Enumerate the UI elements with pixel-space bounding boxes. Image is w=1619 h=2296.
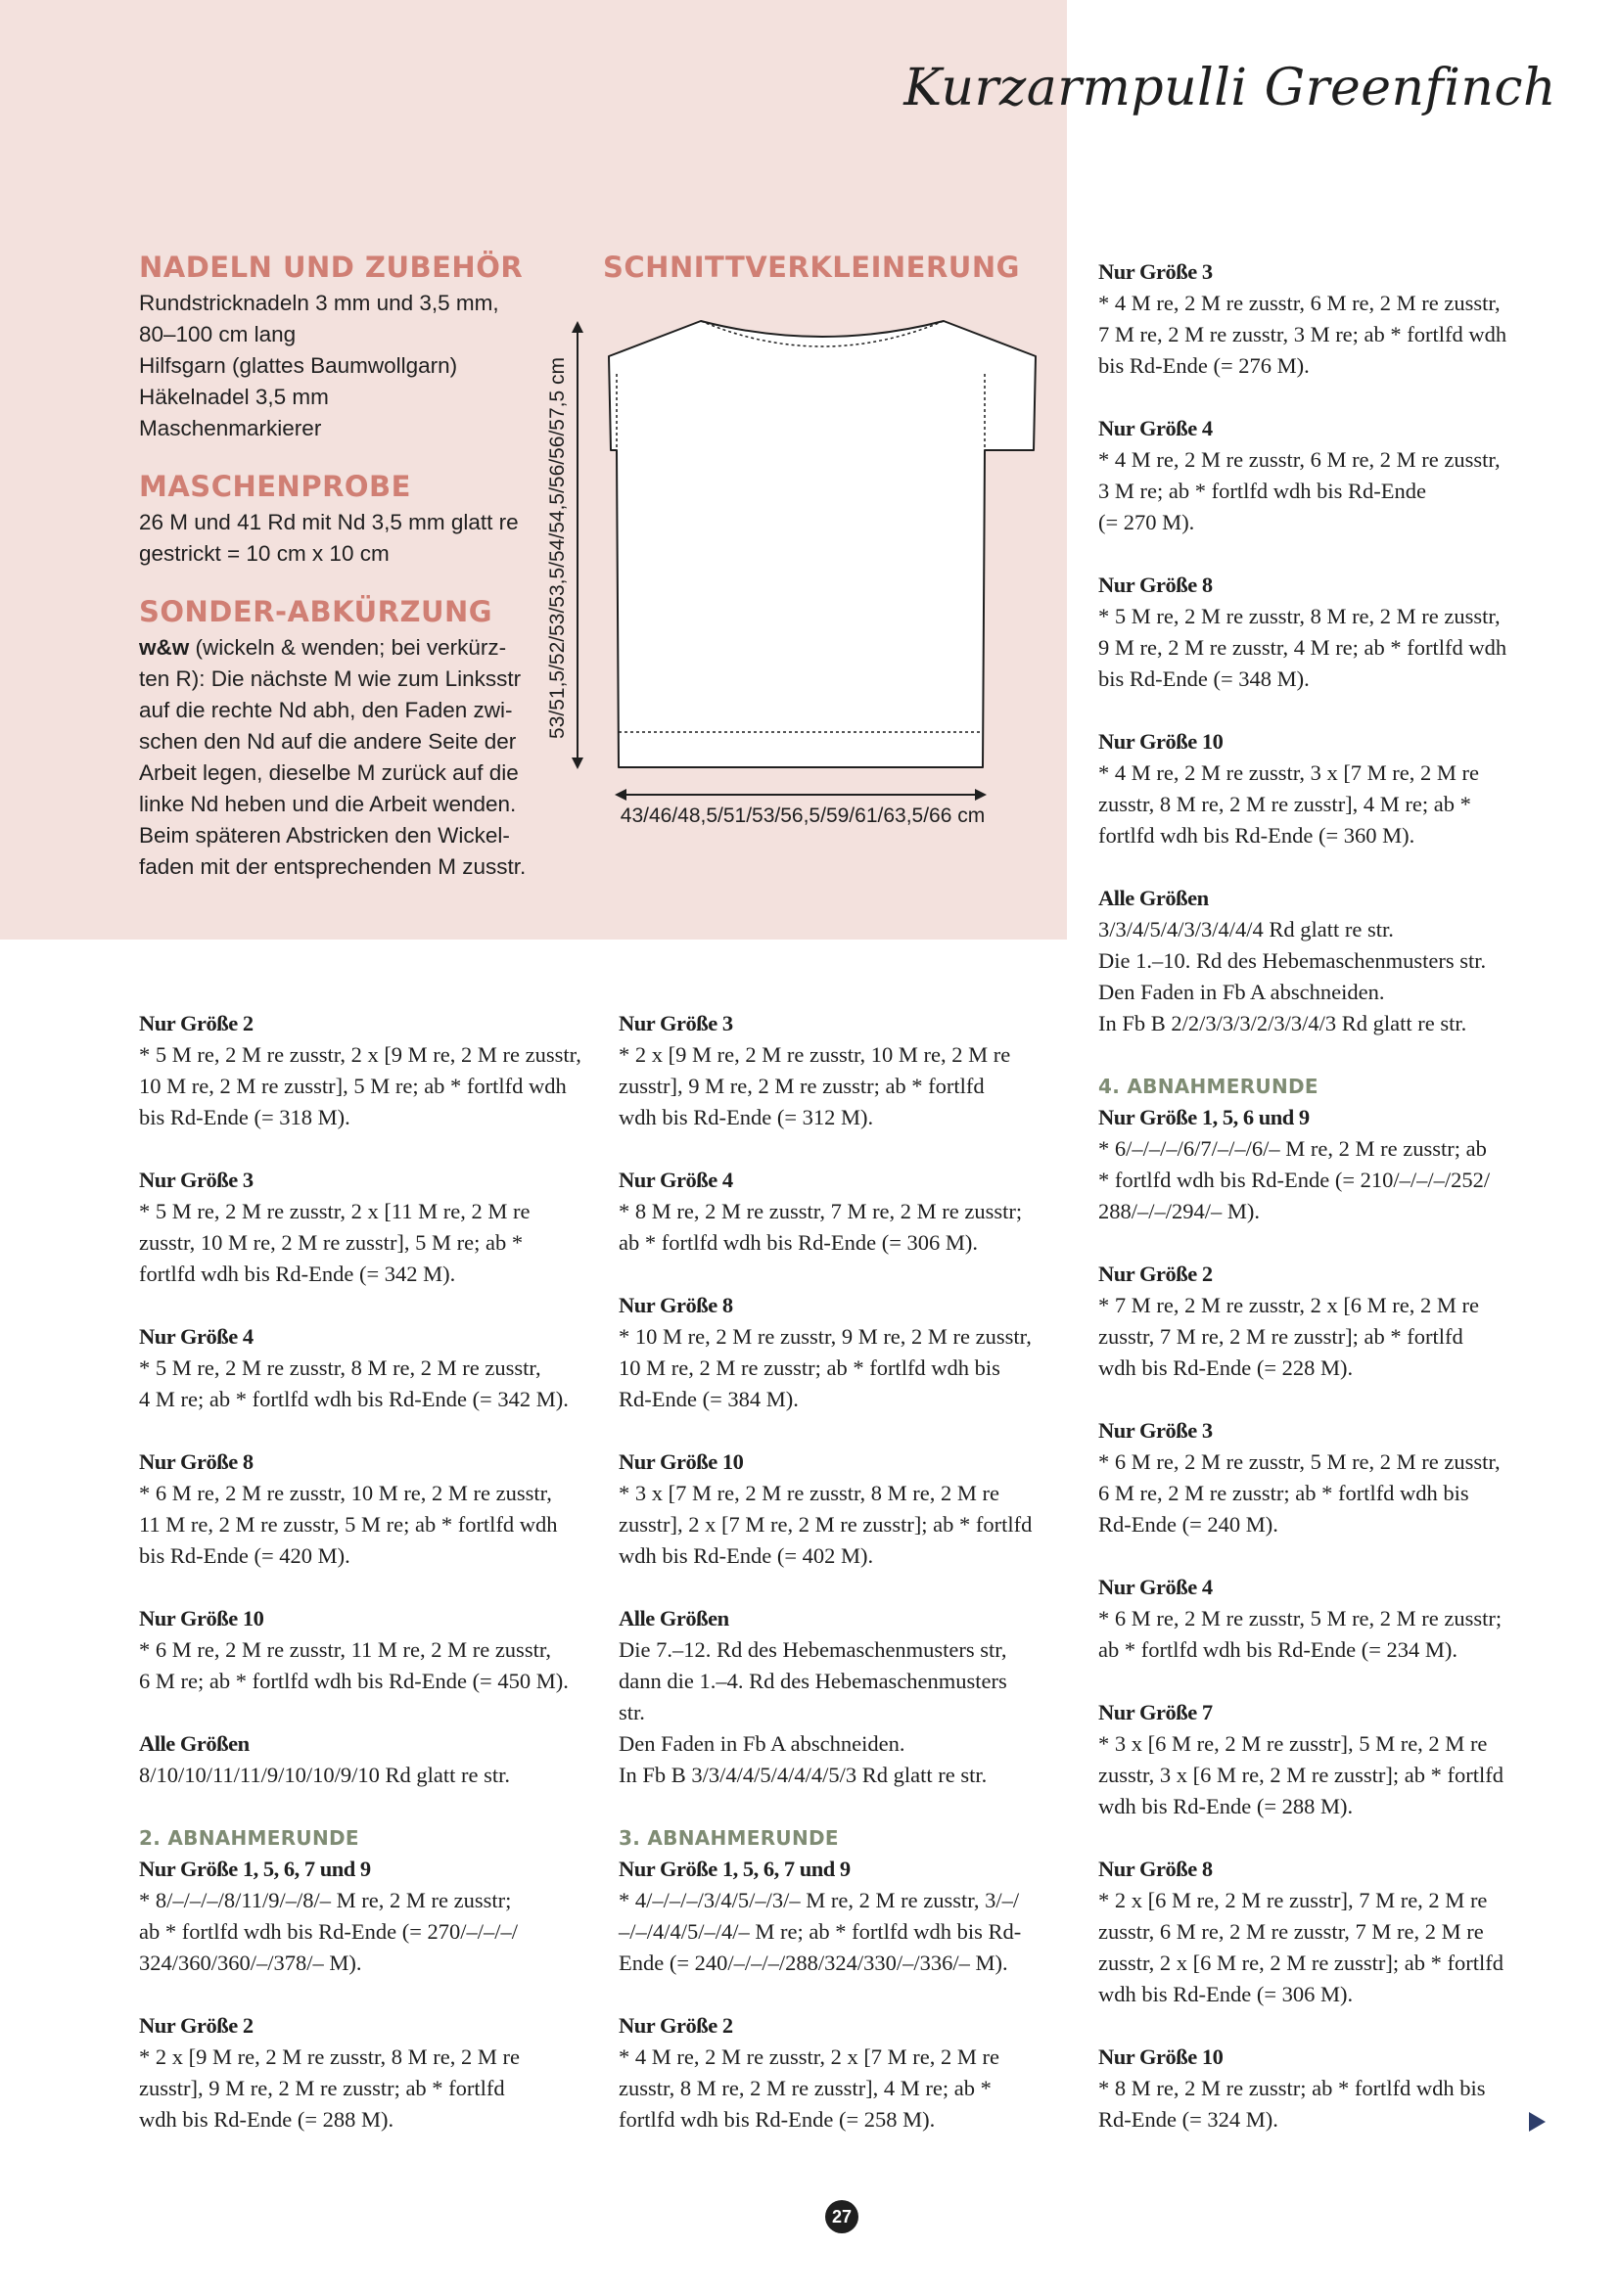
size-heading: Nur Größe 10 — [619, 1449, 744, 1474]
instruction-line: Rd-Ende (= 384 M). — [619, 1387, 799, 1411]
instruction-line: zusstr, 8 M re, 2 M re zusstr], 4 M re; ab * — [1098, 792, 1471, 816]
instruction-block — [1098, 1415, 1568, 1540]
size-heading: Nur Größe 4 — [619, 1168, 733, 1192]
width-label: 43/46/48,5/51/53/56,5/59/61/63,5/66 cm — [620, 804, 986, 827]
instruction-line: 11 M re, 2 M re zusstr, 5 M re; ab * fortlfd wdh — [139, 1512, 558, 1537]
size-heading: Nur Größe 10 — [1098, 729, 1224, 754]
text-line: Hilfsgarn (glattes Baumwollgarn) — [139, 353, 458, 378]
size-heading: Nur Größe 2 — [139, 1011, 254, 1035]
instruction-line: Ende (= 240/–/–/–/288/324/330/–/336/– M). — [619, 1951, 1008, 1975]
instruction-block — [139, 1603, 599, 1697]
instruction-line: wdh bis Rd-Ende (= 402 M). — [619, 1543, 874, 1568]
instruction-line: Den Faden in Fb A abschneiden. — [619, 1731, 905, 1756]
instruction-block — [1098, 1572, 1568, 1666]
text-line: Maschenmarkierer — [139, 416, 322, 440]
size-heading: Nur Größe 10 — [1098, 2044, 1224, 2069]
text-line: ten R): Die nächste M wie zum Linksstr — [139, 666, 522, 691]
size-heading: Nur Größe 8 — [1098, 573, 1213, 597]
instruction-line: dann die 1.–4. Rd des Hebemaschenmusters — [619, 1669, 1007, 1693]
instruction-block — [1098, 1697, 1568, 1822]
instruction-block — [619, 1446, 1079, 1572]
height-label: 53/51,5/52/53/53,5/54/54,5/56/56/57,5 cm — [546, 357, 569, 739]
instruction-block — [619, 2010, 1079, 2135]
instruction-line: –/–/4/4/5/–/4/– M re; ab * fortlfd wdh bis Rd- — [619, 1919, 1022, 1944]
instruction-line: zusstr], 9 M re, 2 M re zusstr; ab * fortlfd — [619, 1074, 985, 1098]
instruction-line: zusstr], 9 M re, 2 M re zusstr; ab * fortlfd — [139, 2076, 505, 2100]
instruction-block — [1098, 883, 1568, 1039]
instruction-block — [1098, 1854, 1568, 2010]
materials-panel — [139, 251, 550, 883]
instruction-line: * 4 M re, 2 M re zusstr, 2 x [7 M re, 2 M re — [619, 2044, 1000, 2069]
instruction-line: In Fb B 3/3/4/4/5/4/4/4/5/3 Rd glatt re str. — [619, 1763, 988, 1787]
instruction-block — [619, 1290, 1079, 1415]
instruction-line: 10 M re, 2 M re zusstr; ab * fortlfd wdh bis — [619, 1355, 1000, 1380]
size-heading: Nur Größe 4 — [139, 1324, 254, 1349]
instruction-line: * fortlfd wdh bis Rd-Ende (= 210/–/–/–/252/ — [1098, 1168, 1491, 1192]
text-line: Beim späteren Abstricken den Wickel- — [139, 823, 510, 848]
instruction-line: zusstr, 3 x [6 M re, 2 M re zusstr]; ab * fortlfd — [1098, 1763, 1504, 1787]
instruction-line: fortlfd wdh bis Rd-Ende (= 258 M). — [619, 2107, 936, 2132]
instruction-line: fortlfd wdh bis Rd-Ende (= 360 M). — [1098, 823, 1415, 848]
instruction-line: bis Rd-Ende (= 420 M). — [139, 1543, 350, 1568]
sweater-outline — [609, 321, 1036, 767]
instruction-line: 8/10/10/11/11/9/10/10/9/10 Rd glatt re str. — [139, 1763, 510, 1787]
instruction-line: 324/360/360/–/378/– M). — [139, 1951, 362, 1975]
instruction-block — [619, 1822, 1079, 1979]
instruction-block — [139, 1165, 599, 1290]
instruction-block — [139, 1822, 599, 1979]
width-arrow-right — [975, 789, 987, 801]
instruction-line: * 5 M re, 2 M re zusstr, 2 x [9 M re, 2 M re zusstr, — [139, 1042, 581, 1067]
text-line: Häkelnadel 3,5 mm — [139, 385, 329, 409]
instruction-line: Rd-Ende (= 240 M). — [1098, 1512, 1278, 1537]
instruction-line: ab * fortlfd wdh bis Rd-Ende (= 306 M). — [619, 1230, 979, 1255]
instruction-line: * 8 M re, 2 M re zusstr; ab * fortlfd wdh bis — [1098, 2076, 1486, 2100]
instruction-line: 6 M re, 2 M re zusstr; ab * fortlfd wdh bis — [1098, 1481, 1469, 1505]
size-heading: Nur Größe 4 — [1098, 1575, 1213, 1599]
size-heading: Nur Größe 10 — [139, 1606, 264, 1630]
instruction-line: * 10 M re, 2 M re zusstr, 9 M re, 2 M re zusstr, — [619, 1324, 1032, 1349]
instruction-line: 3/3/4/5/4/3/3/4/4/4 Rd glatt re str. — [1098, 917, 1394, 941]
instruction-block — [1098, 2042, 1568, 2135]
nadeln-heading: NADELN UND ZUBEHÖR — [139, 251, 524, 284]
instruction-block — [139, 1321, 599, 1415]
page-number: 27 — [825, 2200, 858, 2233]
instruction-line: 4 M re; ab * fortlfd wdh bis Rd-Ende (= 342 M). — [139, 1387, 569, 1411]
instruction-line: * 6 M re, 2 M re zusstr, 5 M re, 2 M re zusstr, — [1098, 1449, 1501, 1474]
instruction-line: * 6 M re, 2 M re zusstr, 10 M re, 2 M re zusstr, — [139, 1481, 552, 1505]
instruction-line: * 4 M re, 2 M re zusstr, 6 M re, 2 M re zusstr, — [1098, 447, 1501, 472]
instruction-line: * 4 M re, 2 M re zusstr, 3 x [7 M re, 2 M re — [1098, 760, 1480, 785]
instruction-block — [139, 1446, 599, 1572]
instruction-line: Die 1.–10. Rd des Hebemaschenmusters str. — [1098, 948, 1487, 973]
instruction-line: * 3 x [7 M re, 2 M re zusstr, 8 M re, 2 M re — [619, 1481, 1000, 1505]
instruction-block — [1098, 726, 1568, 851]
instruction-block — [619, 1165, 1079, 1259]
instruction-block — [1098, 1259, 1568, 1384]
size-heading: Nur Größe 3 — [1098, 259, 1213, 284]
instruction-line: 10 M re, 2 M re zusstr], 5 M re; ab * fortlfd wdh — [139, 1074, 567, 1098]
sonder-first-line — [139, 632, 550, 664]
text-line: 26 M und 41 Rd mit Nd 3,5 mm glatt re — [139, 510, 519, 534]
text-line: 80–100 cm lang — [139, 322, 297, 346]
size-heading: Nur Größe 2 — [139, 2013, 254, 2038]
instruction-line: Rd-Ende (= 324 M). — [1098, 2107, 1278, 2132]
instruction-line: * 5 M re, 2 M re zusstr, 8 M re, 2 M re zusstr, — [139, 1355, 541, 1380]
text-line: Arbeit legen, dieselbe M zurück auf die — [139, 760, 519, 785]
size-heading: Nur Größe 8 — [139, 1449, 254, 1474]
instruction-block — [139, 1008, 599, 1133]
size-heading: Nur Größe 2 — [619, 2013, 733, 2038]
text-line: schen den Nd auf die andere Seite der — [139, 729, 517, 754]
instruction-line: 7 M re, 2 M re zusstr, 3 M re; ab * fortlfd wdh — [1098, 322, 1507, 346]
instruction-line: ab * fortlfd wdh bis Rd-Ende (= 234 M). — [1098, 1637, 1458, 1662]
instruction-block — [1098, 413, 1568, 538]
instruction-line: * 7 M re, 2 M re zusstr, 2 x [6 M re, 2 M re — [1098, 1293, 1480, 1317]
instruction-line: zusstr, 8 M re, 2 M re zusstr], 4 M re; ab * — [619, 2076, 992, 2100]
instruction-line: bis Rd-Ende (= 276 M). — [1098, 353, 1310, 378]
garment-schematic — [529, 313, 1038, 842]
instruction-line: wdh bis Rd-Ende (= 312 M). — [619, 1105, 874, 1129]
instruction-line: Den Faden in Fb A abschneiden. — [1098, 980, 1385, 1004]
size-heading: Nur Größe 3 — [619, 1011, 733, 1035]
instruction-line: 9 M re, 2 M re zusstr, 4 M re; ab * fortlfd wdh — [1098, 635, 1507, 660]
size-heading: Nur Größe 2 — [1098, 1262, 1213, 1286]
width-arrow-left — [615, 789, 626, 801]
instruction-block — [619, 1603, 1079, 1791]
size-heading: Alle Größen — [1098, 886, 1209, 910]
height-arrow-bottom — [572, 758, 583, 769]
instruction-line: * 4/–/–/–/3/4/5/–/3/– M re, 2 M re zusstr, 3/–/ — [619, 1888, 1020, 1912]
sonder-text — [139, 664, 550, 883]
sonder-heading: SONDER-ABKÜRZUNG — [139, 595, 493, 628]
size-heading: Nur Größe 7 — [1098, 1700, 1213, 1724]
instruction-line: str. — [619, 1700, 645, 1724]
instruction-line: zusstr, 10 M re, 2 M re zusstr], 5 M re; ab * — [139, 1230, 524, 1255]
instruction-line: zusstr, 2 x [6 M re, 2 M re zusstr]; ab * fortlfd — [1098, 1951, 1504, 1975]
page-title: Kurzarmpulli Greenfinch — [903, 59, 1556, 117]
size-heading: Alle Größen — [139, 1731, 250, 1756]
instruction-line: zusstr], 2 x [7 M re, 2 M re zusstr]; ab * fortlfd — [619, 1512, 1033, 1537]
text-line: gestrickt = 10 cm x 10 cm — [139, 541, 390, 566]
size-heading: Nur Größe 8 — [1098, 1857, 1213, 1881]
size-heading: Nur Größe 1, 5, 6, 7 und 9 — [139, 1857, 371, 1881]
sonder-term: w&w — [139, 635, 190, 660]
instruction-line: * 2 x [9 M re, 2 M re zusstr, 8 M re, 2 M re — [139, 2044, 521, 2069]
instruction-block — [1098, 256, 1568, 382]
instruction-line: wdh bis Rd-Ende (= 288 M). — [1098, 1794, 1354, 1818]
instruction-block — [619, 1008, 1079, 1133]
instruction-line: wdh bis Rd-Ende (= 228 M). — [1098, 1355, 1354, 1380]
instruction-line: wdh bis Rd-Ende (= 306 M). — [1098, 1982, 1354, 2006]
instruction-line: bis Rd-Ende (= 318 M). — [139, 1105, 350, 1129]
instruction-line: 6 M re; ab * fortlfd wdh bis Rd-Ende (= 450 M). — [139, 1669, 569, 1693]
instruction-block — [139, 1728, 599, 1791]
size-heading: Nur Größe 3 — [139, 1168, 254, 1192]
instruction-line: Die 7.–12. Rd des Hebemaschenmusters str, — [619, 1637, 1007, 1662]
instruction-line: * 6 M re, 2 M re zusstr, 5 M re, 2 M re zusstr; — [1098, 1606, 1503, 1630]
nadeln-list — [139, 288, 550, 444]
instruction-line: zusstr, 7 M re, 2 M re zusstr]; ab * fortlfd — [1098, 1324, 1463, 1349]
column-middle — [619, 1008, 1079, 2167]
instruction-line: * 8 M re, 2 M re zusstr, 7 M re, 2 M re zusstr; — [619, 1199, 1023, 1223]
size-heading: Nur Größe 1, 5, 6 und 9 — [1098, 1105, 1310, 1129]
maschenprobe-heading: MASCHENPROBE — [139, 470, 411, 503]
instruction-line: * 5 M re, 2 M re zusstr, 8 M re, 2 M re zusstr, — [1098, 604, 1501, 628]
size-heading: Nur Größe 1, 5, 6, 7 und 9 — [619, 1857, 851, 1881]
instruction-line: * 6 M re, 2 M re zusstr, 11 M re, 2 M re zusstr, — [139, 1637, 552, 1662]
instruction-line: * 4 M re, 2 M re zusstr, 6 M re, 2 M re zusstr, — [1098, 291, 1501, 315]
instruction-line: wdh bis Rd-Ende (= 288 M). — [139, 2107, 394, 2132]
instruction-line: 288/–/–/294/– M). — [1098, 1199, 1261, 1223]
size-heading: Nur Größe 3 — [1098, 1418, 1213, 1443]
text-line: linke Nd heben und die Arbeit wenden. — [139, 792, 517, 816]
instruction-line: zusstr, 6 M re, 2 M re zusstr, 7 M re, 2 M re — [1098, 1919, 1484, 1944]
instruction-line: * 2 x [6 M re, 2 M re zusstr], 7 M re, 2 M re — [1098, 1888, 1488, 1912]
sonder-first-line-rest: (wickeln & wenden; bei verkürz- — [189, 635, 507, 660]
instruction-line: fortlfd wdh bis Rd-Ende (= 342 M). — [139, 1262, 456, 1286]
height-arrow-top — [572, 321, 583, 333]
size-heading: Alle Größen — [619, 1606, 729, 1630]
section-subheading: 4. ABNAHMERUNDE — [1098, 1075, 1318, 1098]
text-line: auf die rechte Nd abh, den Faden zwi- — [139, 698, 513, 722]
text-line: Rundstricknadeln 3 mm und 3,5 mm, — [139, 291, 499, 315]
maschenprobe-text — [139, 507, 550, 570]
instruction-line: 3 M re; ab * fortlfd wdh bis Rd-Ende — [1098, 479, 1426, 503]
instruction-line: (= 270 M). — [1098, 510, 1195, 534]
size-heading: Nur Größe 4 — [1098, 416, 1213, 440]
column-right — [1098, 256, 1568, 2167]
continue-arrow-icon — [1529, 2112, 1546, 2132]
column-left — [139, 1008, 599, 2167]
instruction-line: * 6/–/–/–/6/7/–/–/6/– M re, 2 M re zusstr; ab — [1098, 1136, 1487, 1161]
size-heading: Nur Größe 8 — [619, 1293, 733, 1317]
instruction-line: * 8/–/–/–/8/11/9/–/8/– M re, 2 M re zusstr; — [139, 1888, 512, 1912]
instruction-line: * 2 x [9 M re, 2 M re zusstr, 10 M re, 2 M re — [619, 1042, 1011, 1067]
instruction-line: * 5 M re, 2 M re zusstr, 2 x [11 M re, 2 M re — [139, 1199, 531, 1223]
instruction-line: bis Rd-Ende (= 348 M). — [1098, 666, 1310, 691]
text-line: faden mit der entsprechenden M zusstr. — [139, 854, 527, 879]
instruction-line: * 3 x [6 M re, 2 M re zusstr], 5 M re, 2 M re — [1098, 1731, 1488, 1756]
instruction-line: ab * fortlfd wdh bis Rd-Ende (= 270/–/–/–/ — [139, 1919, 519, 1944]
section-subheading: 2. ABNAHMERUNDE — [139, 1826, 359, 1850]
instruction-block — [1098, 1071, 1568, 1227]
instruction-block — [1098, 570, 1568, 695]
instruction-line: In Fb B 2/2/3/3/3/2/3/3/4/3 Rd glatt re str. — [1098, 1011, 1467, 1035]
instruction-block — [139, 2010, 599, 2135]
section-subheading: 3. ABNAHMERUNDE — [619, 1826, 839, 1850]
schnitt-heading: SCHNITTVERKLEINERUNG — [603, 251, 1020, 284]
